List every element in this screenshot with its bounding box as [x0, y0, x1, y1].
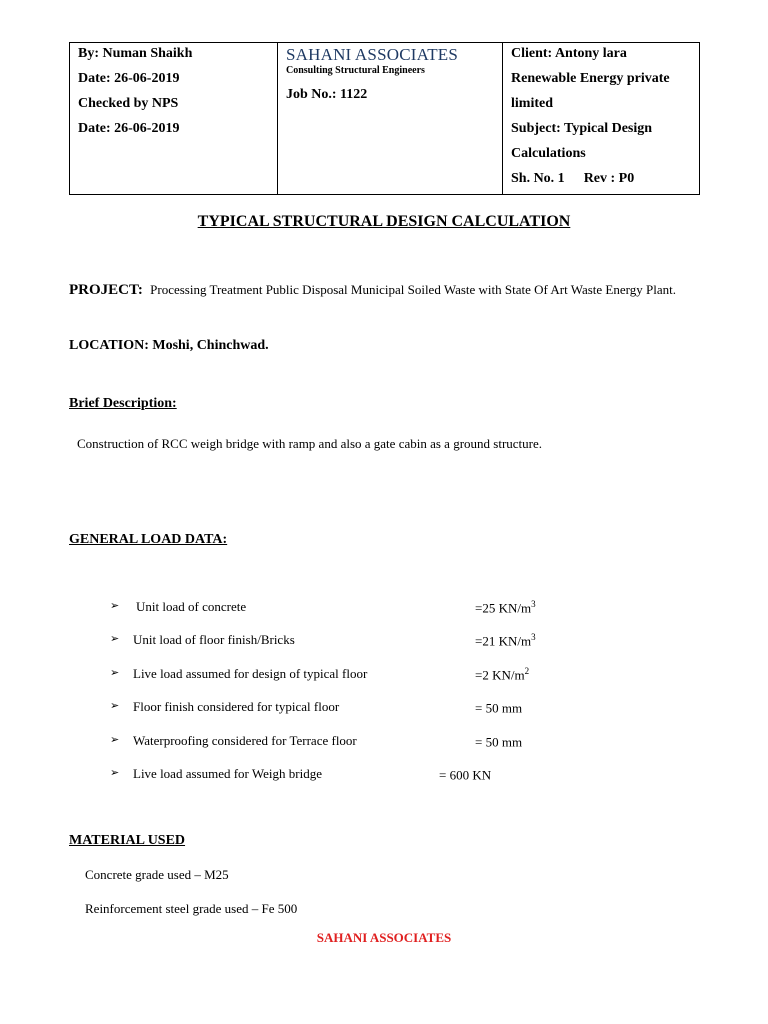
- load-item: [110, 666, 710, 686]
- load-item: [110, 699, 710, 719]
- arrow-bullet-icon: ➢: [110, 700, 120, 712]
- checked-by: Checked by NPS: [78, 96, 179, 111]
- arrow-bullet-icon: ➢: [110, 667, 120, 679]
- arrow-bullet-icon: ➢: [110, 600, 120, 612]
- location: LOCATION: Moshi, Chinchwad.: [69, 338, 269, 353]
- load-label: Unit load of floor finish/Bricks: [133, 632, 295, 647]
- load-label: Live load assumed for design of typical floor: [133, 666, 368, 681]
- firm-subtitle: Consulting Structural Engineers: [286, 65, 425, 76]
- prepared-date: Date: 26-06-2019: [78, 71, 180, 86]
- arrow-bullet-icon: ➢: [110, 767, 120, 779]
- project-block: [69, 280, 709, 300]
- load-data-heading: GENERAL LOAD DATA:: [69, 532, 228, 547]
- sheet-rev-line: [511, 166, 691, 191]
- sheet-number: Sh. No. 1: [511, 171, 565, 186]
- checked-date: Date: 26-06-2019: [78, 121, 180, 136]
- load-value: =25 $KN/m^3$: [475, 599, 536, 616]
- load-label: Waterproofing considered for Terrace floor: [133, 733, 357, 748]
- subject-line-2: Calculations: [511, 146, 586, 161]
- project-text: Processing Treatment Public Disposal Municipal Soiled Waste with State Of Art Waste Energy Plant.: [150, 282, 676, 297]
- steel-grade: Reinforcement steel grade used – Fe 500: [85, 901, 298, 916]
- header-left-cell: [70, 43, 278, 194]
- load-item: [110, 599, 710, 619]
- arrow-bullet-icon: ➢: [110, 633, 120, 645]
- header-table: [69, 42, 700, 195]
- load-label: Live load assumed for Weigh bridge: [133, 766, 322, 781]
- footer-firm-name: SAHANI ASSOCIATES: [316, 930, 452, 945]
- prepared-by: By: Numan Shaikh: [78, 46, 193, 61]
- load-label: Unit load of concrete: [136, 599, 247, 614]
- header-middle-cell: [278, 43, 503, 194]
- firm-name: SAHANI ASSOCIATES: [286, 45, 459, 64]
- load-item: [110, 766, 710, 786]
- brief-heading: Brief Description:: [69, 396, 177, 411]
- load-value: = 50 mm: [475, 700, 523, 716]
- material-heading: MATERIAL USED: [69, 833, 186, 848]
- client-line-3: limited: [511, 96, 553, 111]
- project-label: PROJECT:: [69, 282, 143, 298]
- load-item: [110, 632, 710, 652]
- arrow-bullet-icon: ➢: [110, 734, 120, 746]
- load-item: [110, 733, 710, 753]
- load-value: =21 $KN/m^3$: [475, 632, 536, 649]
- load-value: = 50 mm: [475, 734, 523, 750]
- job-number: Job No.: 1122: [286, 87, 368, 102]
- load-label: Floor finish considered for typical floor: [133, 699, 340, 714]
- revision: Rev : P0: [583, 171, 635, 186]
- client-line-1: Client: Antony lara: [511, 46, 627, 61]
- concrete-grade: Concrete grade used – M25: [85, 867, 229, 882]
- load-value: =2 $KN/m^2$: [475, 666, 530, 683]
- header-right-cell: [503, 43, 699, 194]
- subject-line-1: Subject: Typical Design: [511, 121, 653, 136]
- client-line-2: Renewable Energy private: [511, 71, 670, 86]
- brief-text: Construction of RCC weigh bridge with ramp and also a gate cabin as a ground structure.: [77, 436, 543, 451]
- document-title: TYPICAL STRUCTURAL DESIGN CALCULATION: [197, 213, 571, 230]
- load-value: = 600 KN: [439, 767, 492, 783]
